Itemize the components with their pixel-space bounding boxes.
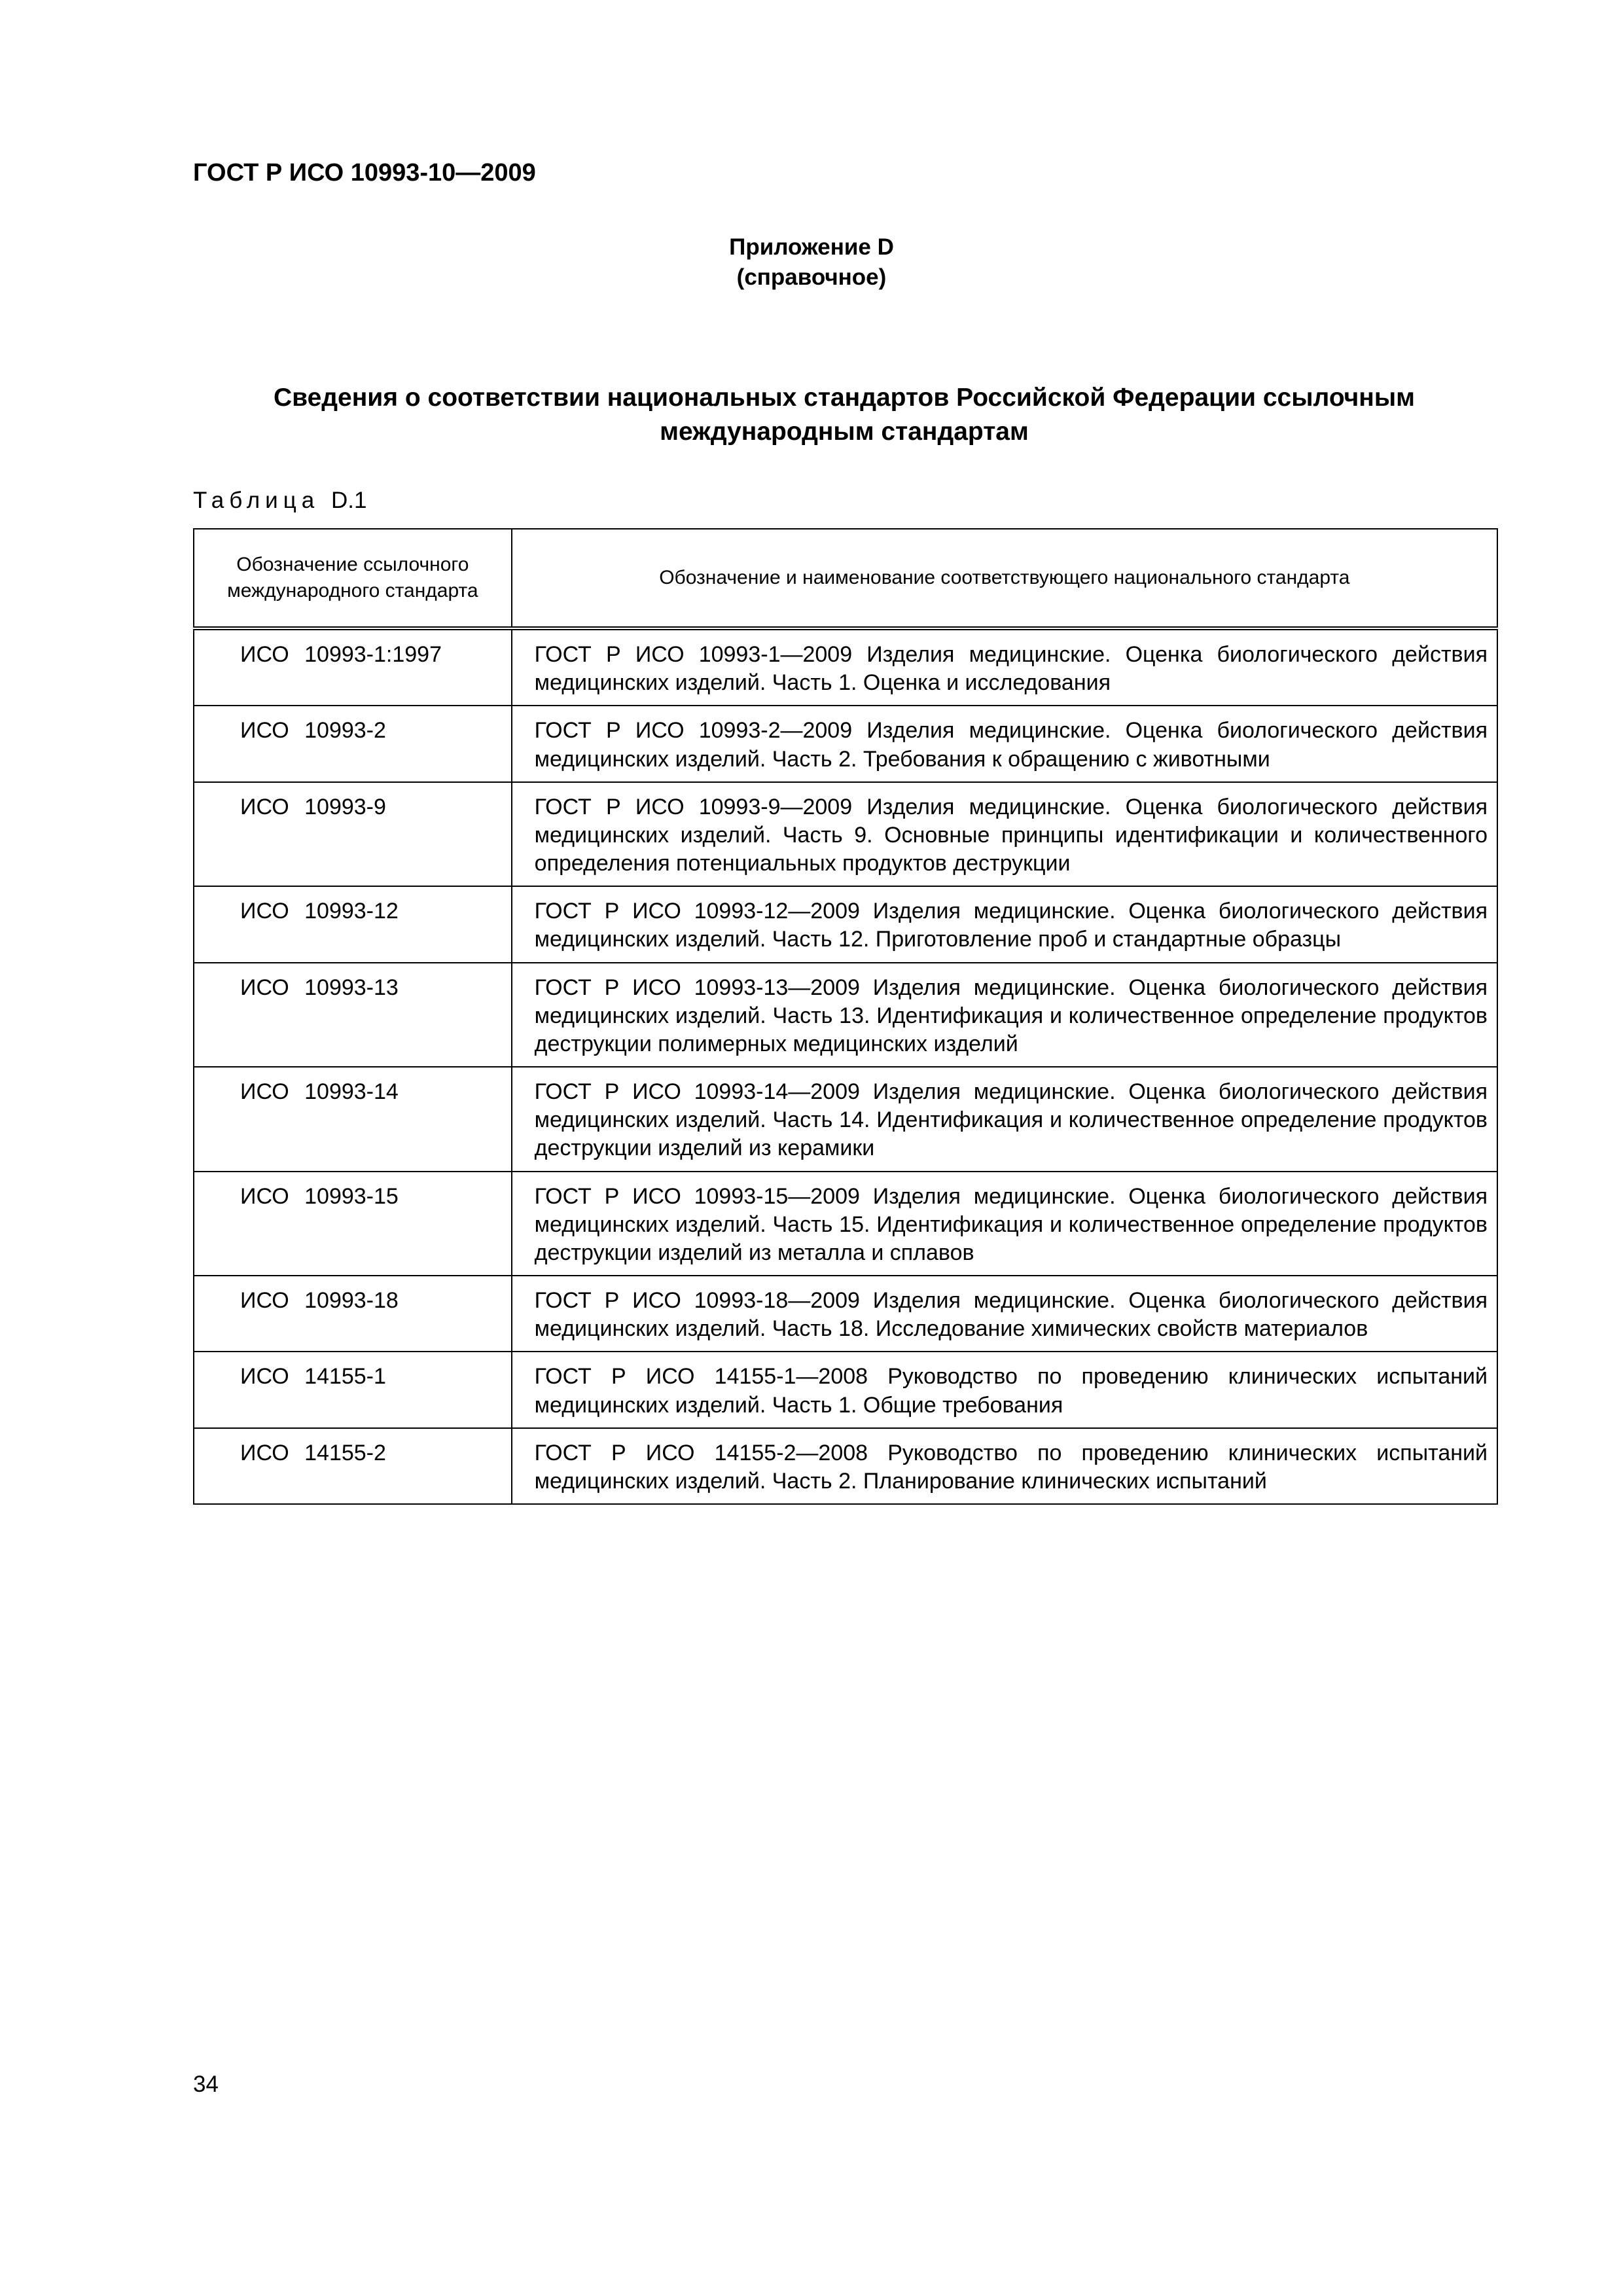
table-row (194, 886, 1497, 962)
table-header-row (194, 529, 1497, 628)
table-caption-label: Таблица (193, 488, 320, 513)
table-row (194, 1067, 1497, 1172)
table-caption (193, 488, 366, 514)
gost-standard-cell: ГОСТ Р ИСО 10993-12—2009 Изделия медицинские. Оценка биологического действия медицинских изделий. Часть 12. Приготовление проб и стандартные образцы (512, 886, 1497, 962)
page-number: 34 (193, 2072, 219, 2097)
gost-standard-cell: ГОСТ Р ИСО 10993-9—2009 Изделия медицинские. Оценка биологического действия медицинских изделий. Часть 9. Основные принципы идентификации и количественного определения потенциальных продуктов деструкции (512, 782, 1497, 887)
gost-standard-cell: ГОСТ Р ИСО 10993-15—2009 Изделия медицинские. Оценка биологического действия медицинских изделий. Часть 15. Идентификация и количественное определение продуктов деструкции изделий из металла и сплавов (512, 1172, 1497, 1276)
iso-designation-cell: ИСО 10993-12 (194, 886, 512, 962)
gost-standard-cell: ГОСТ Р ИСО 10993-1—2009 Изделия медицинские. Оценка биологического действия медицинских изделий. Часть 1. Оценка и исследования (512, 628, 1497, 706)
gost-standard-cell: ГОСТ Р ИСО 10993-14—2009 Изделия медицинские. Оценка биологического действия медицинских изделий. Часть 14. Идентификация и количественное определение продуктов деструкции изделий из керамики (512, 1067, 1497, 1172)
running-header: ГОСТ Р ИСО 10993-10—2009 (193, 159, 536, 187)
gost-standard-cell: ГОСТ Р ИСО 10993-2—2009 Изделия медицинские. Оценка биологического действия медицинских изделий. Часть 2. Требования к обращению с животными (512, 706, 1497, 781)
table-row (194, 963, 1497, 1067)
iso-designation-cell: ИСО 10993-14 (194, 1067, 512, 1172)
table-row (194, 628, 1497, 706)
iso-designation-cell: ИСО 10993-1:1997 (194, 628, 512, 706)
table-row (194, 782, 1497, 887)
iso-designation-cell: ИСО 14155-2 (194, 1428, 512, 1504)
table-row (194, 1428, 1497, 1504)
column-header-iso: Обозначение ссылочного международного стандарта (194, 529, 512, 628)
appendix-status: (справочное) (736, 264, 887, 290)
gost-standard-cell: ГОСТ Р ИСО 14155-1—2008 Руководство по проведению клинических испытаний медицинских изделий. Часть 1. Общие требования (512, 1352, 1497, 1427)
table-caption-number: D.1 (330, 488, 367, 513)
iso-designation-cell: ИСО 10993-2 (194, 706, 512, 781)
iso-designation-cell: ИСО 10993-13 (194, 963, 512, 1067)
gost-standard-cell: ГОСТ Р ИСО 14155-2—2008 Руководство по проведению клинических испытаний медицинских изделий. Часть 2. Планирование клинических испытаний (512, 1428, 1497, 1504)
gost-standard-cell: ГОСТ Р ИСО 10993-13—2009 Изделия медицинские. Оценка биологического действия медицинских изделий. Часть 13. Идентификация и количественное определение продуктов деструкции полимерных медицинских изделий (512, 963, 1497, 1067)
iso-designation-cell: ИСО 10993-9 (194, 782, 512, 887)
gost-standard-cell: ГОСТ Р ИСО 10993-18—2009 Изделия медицинские. Оценка биологического действия медицинских изделий. Часть 18. Исследование химических свойств материалов (512, 1276, 1497, 1352)
table-row (194, 706, 1497, 781)
table-row (194, 1352, 1497, 1427)
standards-correspondence-table (193, 528, 1498, 1505)
iso-designation-cell: ИСО 10993-18 (194, 1276, 512, 1352)
table-row (194, 1172, 1497, 1276)
appendix-heading (0, 232, 1623, 292)
iso-designation-cell: ИСО 14155-1 (194, 1352, 512, 1427)
appendix-title: Приложение D (729, 234, 894, 260)
document-title: Сведения о соответствии национальных стандартов Российской Федерации ссылочным международным стандартам (273, 384, 1416, 446)
table-row (194, 1276, 1497, 1352)
iso-designation-cell: ИСО 10993-15 (194, 1172, 512, 1276)
column-header-gost: Обозначение и наименование соответствующего национального стандарта (512, 529, 1497, 628)
